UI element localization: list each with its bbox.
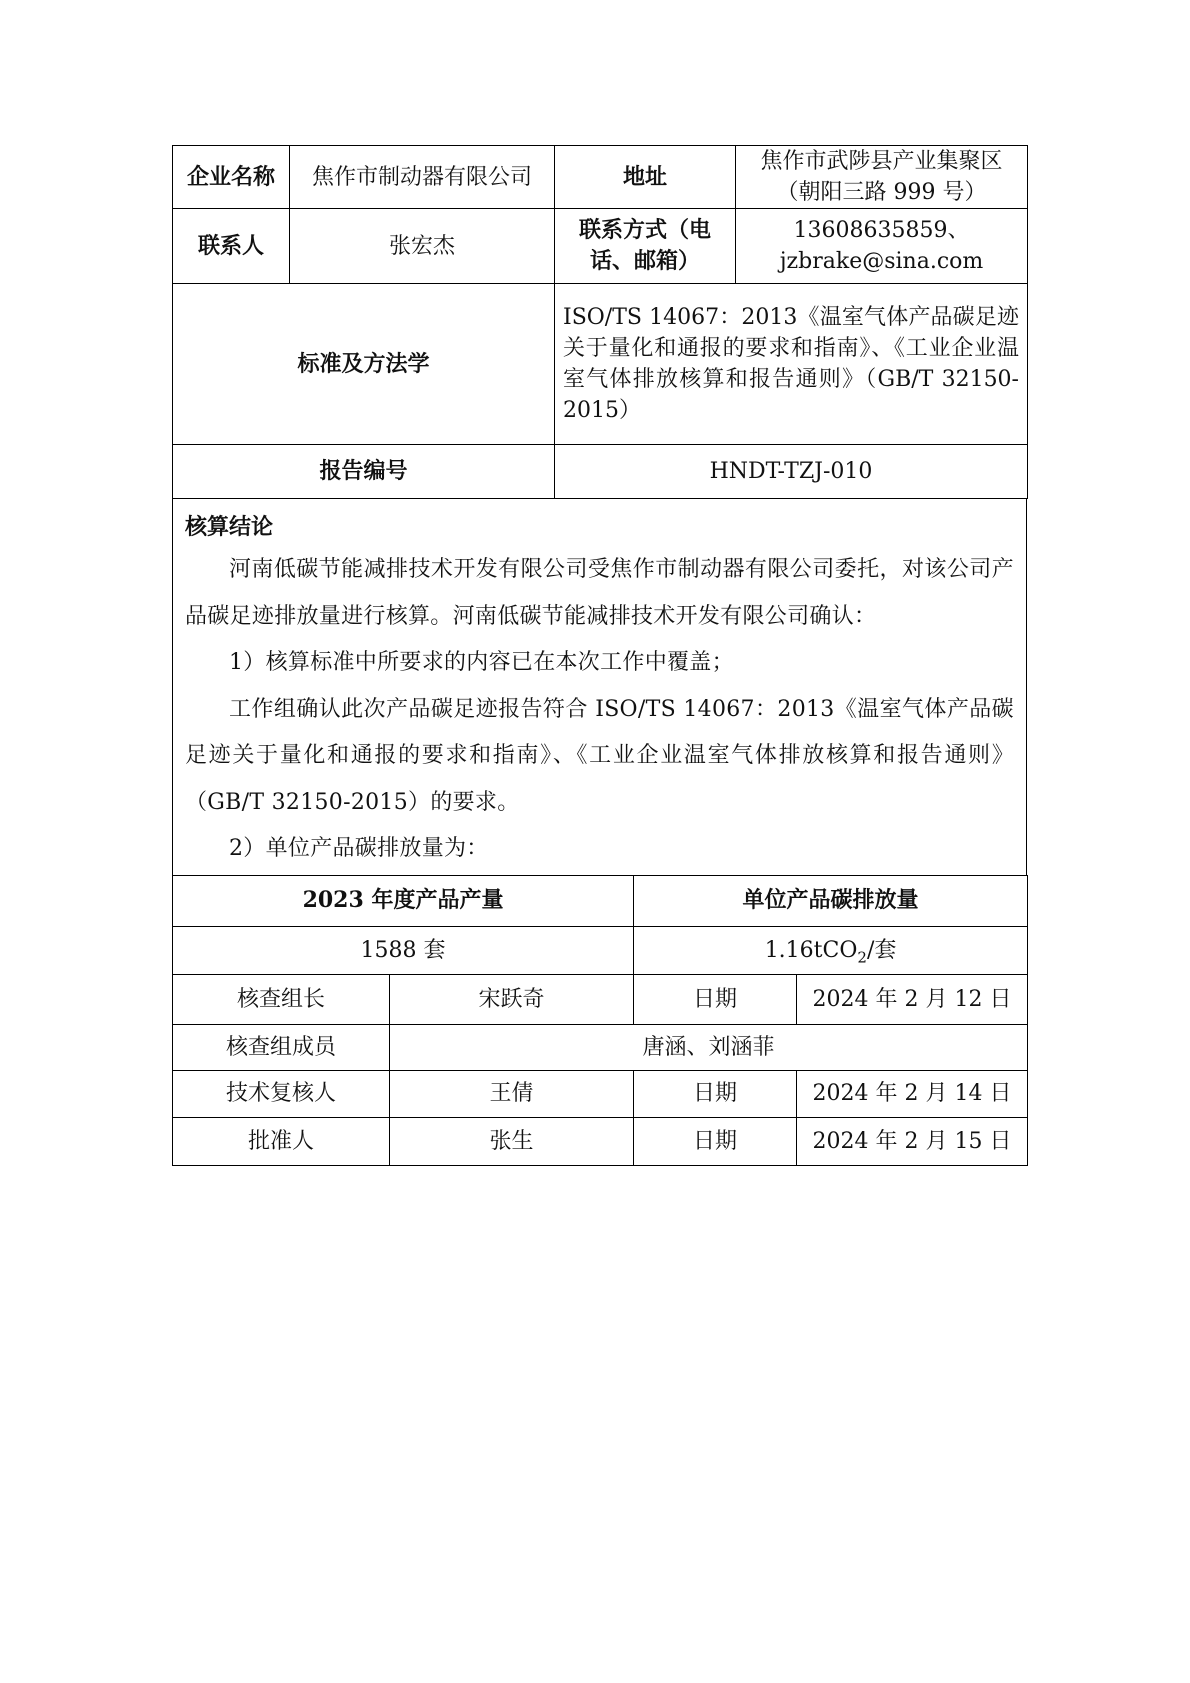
signoff-name: 宋跃奇 xyxy=(390,974,634,1024)
unit-emission-value xyxy=(634,926,1028,974)
company-info-table xyxy=(172,145,1028,499)
signoff-date-label: 日期 xyxy=(634,1117,797,1165)
annual-output-value: 1588 套 xyxy=(173,926,634,974)
emission-prefix: 1.16tCO xyxy=(764,937,858,963)
phone-number: 13608635859、 xyxy=(793,218,970,243)
contact-method-value xyxy=(736,209,1028,284)
signoff-date: 2024 年 2 月 15 日 xyxy=(797,1117,1028,1165)
conclusion-section xyxy=(172,499,1027,875)
signoff-members: 唐涵、刘涵菲 xyxy=(390,1024,1028,1070)
contact-person-value: 张宏杰 xyxy=(290,209,555,284)
annual-output-header: 2023 年度产品产量 xyxy=(173,875,634,926)
signoff-date-label: 日期 xyxy=(634,974,797,1024)
report-number-row xyxy=(173,445,1028,499)
signoff-role: 批准人 xyxy=(173,1117,390,1165)
signoff-role: 技术复核人 xyxy=(173,1070,390,1117)
signoff-date: 2024 年 2 月 12 日 xyxy=(797,974,1028,1024)
signoff-role: 核查组成员 xyxy=(173,1024,390,1070)
address-label: 地址 xyxy=(555,146,736,209)
conclusion-paragraph-2: 工作组确认此次产品碳足迹报告符合 ISO/TS 14067：2013《温室气体产品碳足迹关于量化和通报的要求和指南》、《工业企业温室气体排放核算和报告通则》（GB/T 32150-2015）的要求。 xyxy=(185,696,1014,815)
conclusion-item-1: 1）核算标准中所要求的内容已在本次工作中覆盖； xyxy=(229,650,734,675)
report-number-label: 报告编号 xyxy=(173,445,555,499)
signoff-row xyxy=(173,974,1028,1024)
standard-label: 标准及方法学 xyxy=(173,284,555,445)
email-address: jzbrake@sina.com xyxy=(779,249,984,274)
report-number-value: HNDT-TZJ-010 xyxy=(555,445,1028,499)
contact-person-label: 联系人 xyxy=(173,209,290,284)
conclusion-heading: 核算结论 xyxy=(185,514,274,540)
conclusion-item-2: 2）单位产品碳排放量为： xyxy=(229,836,489,861)
unit-emission-header: 单位产品碳排放量 xyxy=(634,875,1028,926)
contact-method-label: 联系方式（电话、邮箱） xyxy=(555,209,736,284)
signoff-name: 张生 xyxy=(390,1117,634,1165)
company-row xyxy=(173,146,1028,209)
signoff-name: 王倩 xyxy=(390,1070,634,1117)
standard-row xyxy=(173,284,1028,445)
company-name-label: 企业名称 xyxy=(173,146,290,209)
results-header-row xyxy=(173,875,1028,926)
signoff-row xyxy=(173,1070,1028,1117)
emission-suffix: /套 xyxy=(866,937,897,963)
contact-row xyxy=(173,209,1028,284)
company-name-value: 焦作市制动器有限公司 xyxy=(290,146,555,209)
emission-subscript: 2 xyxy=(857,947,867,966)
results-table xyxy=(172,875,1028,1166)
signoff-row xyxy=(173,1117,1028,1165)
signoff-date: 2024 年 2 月 14 日 xyxy=(797,1070,1028,1117)
conclusion-paragraph-1: 河南低碳节能减排技术开发有限公司受焦作市制动器有限公司委托，对该公司产品碳足迹排放量进行核算。河南低碳节能减排技术开发有限公司确认： xyxy=(185,557,1014,629)
signoff-row xyxy=(173,1024,1028,1070)
report-summary-sheet xyxy=(172,145,1027,1166)
standard-value: ISO/TS 14067：2013《温室气体产品碳足迹关于量化和通报的要求和指南》、《工业企业温室气体排放核算和报告通则》（GB/T 32150-2015） xyxy=(555,284,1028,445)
signoff-date-label: 日期 xyxy=(634,1070,797,1117)
address-value: 焦作市武陟县产业集聚区（朝阳三路 999 号） xyxy=(736,146,1028,209)
results-value-row xyxy=(173,926,1028,974)
signoff-role: 核查组长 xyxy=(173,974,390,1024)
